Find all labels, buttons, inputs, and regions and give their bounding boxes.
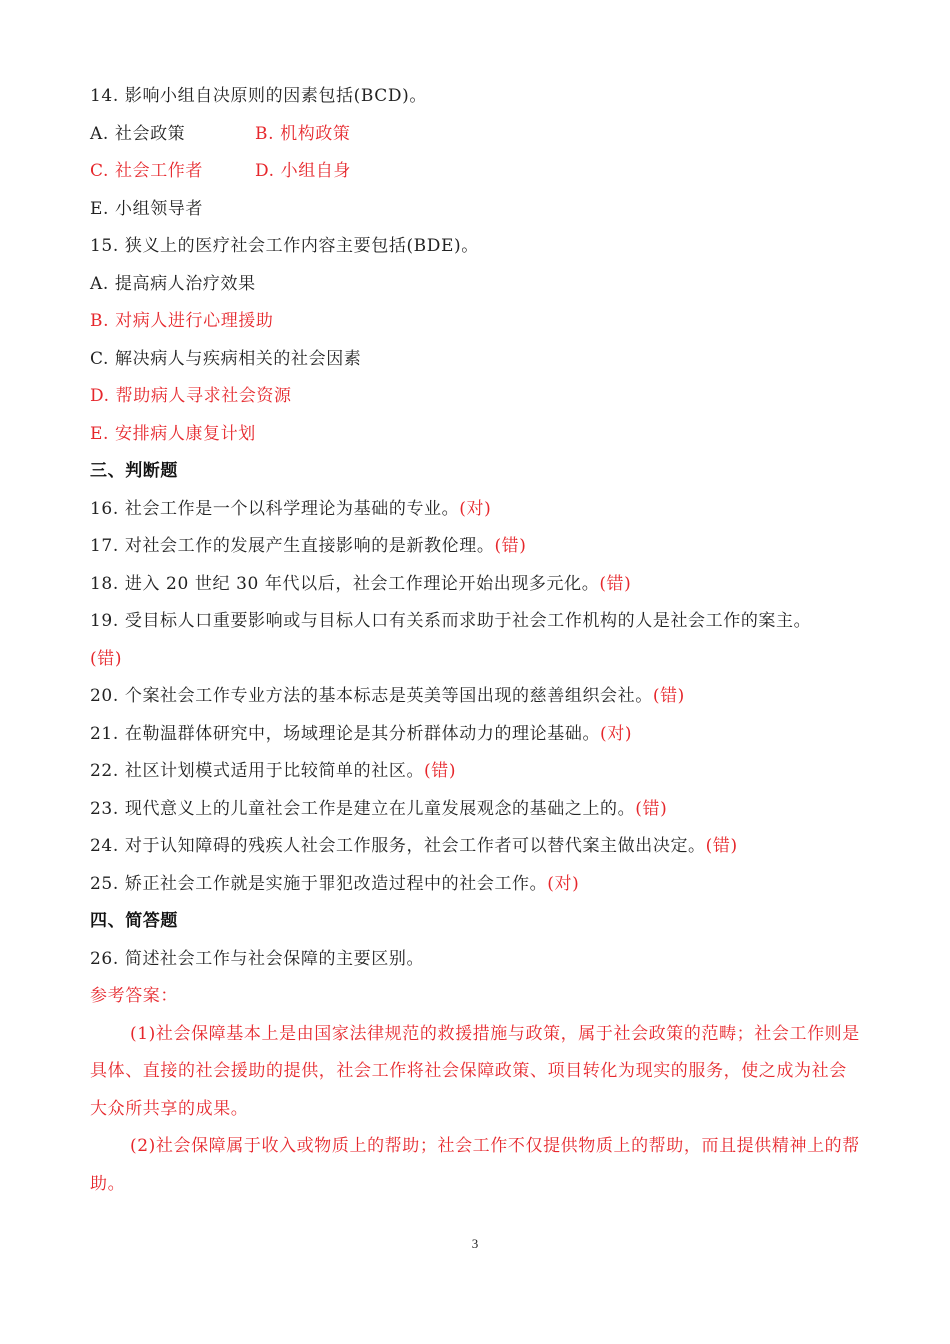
tf-question-22 [90,753,862,791]
tf-text: 23. 现代意义上的儿童社会工作是建立在儿童发展观念的基础之上的。 [90,798,636,819]
q14-option-b: B. 机构政策 [255,123,351,144]
tf-text: 16. 社会工作是一个以科学理论为基础的专业。 [90,498,460,519]
tf-question-17 [90,528,862,566]
document-page [90,78,862,1203]
tf-answer: (对) [459,498,492,519]
reference-answer-label: 参考答案： [90,986,178,1006]
q15-option-d: D. 帮助病人寻求社会资源 [90,386,292,406]
q15-option-e: E. 安排病人康复计划 [90,423,256,444]
tf-question-16 [90,491,862,529]
tf-text: 18. 进入 20 世纪 30 年代以后，社会工作理论开始出现多元化。 [90,573,600,594]
q14-option-a: A. 社会政策 [90,123,186,144]
tf-question-19 [90,603,862,641]
tf-text: 24. 对于认知障碍的残疾人社会工作服务，社会工作者可以替代案主做出决定。 [90,836,706,856]
q14-option-c: C. 社会工作者 [90,161,204,181]
tf-answer: (错) [494,536,527,556]
tf-text: 19. 受目标人口重要影响或与目标人口有关系而求助于社会工作机构的人是社会工作的案主。 [90,611,812,631]
q15-option-a: A. 提高病人治疗效果 [90,273,256,294]
tf-text: 21. 在勒温群体研究中，场域理论是其分析群体动力的理论基础。 [90,723,601,744]
question-14-stem: 14. 影响小组自决原则的因素包括(BCD)。 [90,86,427,106]
tf-answer: (对) [547,873,580,894]
section-heading-true-false: 三、判断题 [90,461,178,481]
tf-question-24 [90,828,862,866]
question-14-options-row-1 [90,116,862,154]
section-heading-short-answer: 四、简答题 [90,911,178,931]
tf-text: 22. 社区计划模式适用于比较简单的社区。 [90,761,425,781]
question-15-stem: 15. 狭义上的医疗社会工作内容主要包括(BDE)。 [90,236,479,256]
q14-option-d: D. 小组自身 [255,161,352,181]
answer-paragraph-1: (1)社会保障基本上是由国家法律规范的救援措施与政策，属于社会政策的范畴；社会工作则是具体、直接的社会援助的提供，社会工作将社会保障政策、项目转化为现实的服务，使之成为社会大众所共享的成果。 [90,1023,860,1119]
tf-question-20 [90,678,862,716]
answer-paragraph-2: (2)社会保障属于收入或物质上的帮助；社会工作不仅提供物质上的帮助，而且提供精神上的帮助。 [90,1136,860,1194]
question-14-options-row-2 [90,153,862,191]
question-26-stem: 26. 简述社会工作与社会保障的主要区别。 [90,948,425,969]
tf-question-25 [90,866,862,904]
tf-text: 20. 个案社会工作专业方法的基本标志是英美等国出现的慈善组织会社。 [90,686,653,706]
tf-answer: (错) [705,836,738,856]
tf-question-18 [90,566,862,604]
tf-question-21 [90,716,862,754]
tf-answer: (错) [652,686,685,706]
q14-option-e: E. 小组领导者 [90,198,204,219]
tf-answer: (对) [600,723,633,744]
tf-text: 17. 对社会工作的发展产生直接影响的是新教伦理。 [90,536,495,556]
page-number: 3 [471,1236,479,1251]
q15-option-b: B. 对病人进行心理援助 [90,311,274,331]
tf-answer: (错) [599,573,632,594]
tf-answer: (错) [635,798,668,819]
tf-question-23 [90,791,862,829]
tf-answer: (错) [424,761,457,781]
q15-option-c: C. 解决病人与疾病相关的社会因素 [90,348,362,369]
tf-text: 25. 矫正社会工作就是实施于罪犯改造过程中的社会工作。 [90,873,548,894]
tf-answer-19: (错) [90,648,123,669]
